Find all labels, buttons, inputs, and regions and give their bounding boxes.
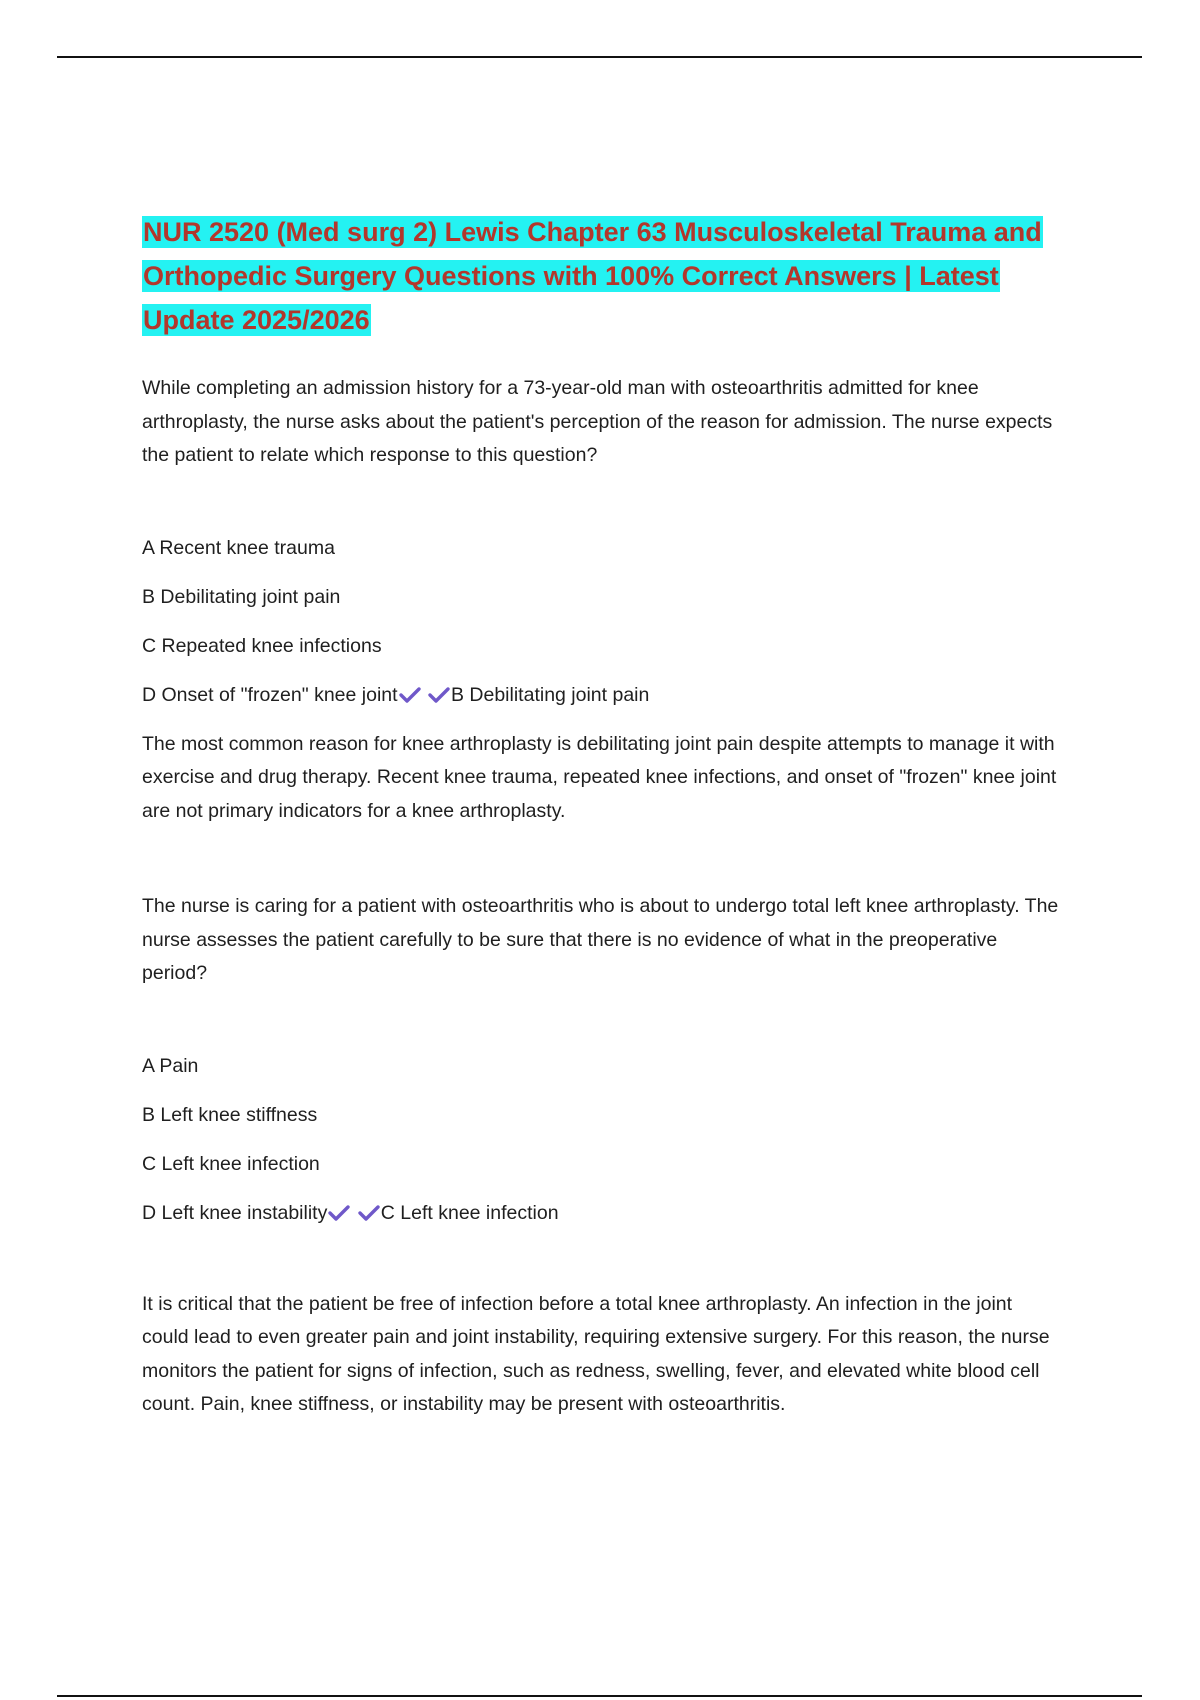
option-c: C Repeated knee infections (142, 634, 382, 657)
correct-answer: C Left knee infection (380, 1201, 559, 1224)
option-d-with-answer (142, 1200, 1062, 1226)
checkmark-icon (398, 686, 422, 704)
document-body (142, 210, 1062, 1422)
document-title: NUR 2520 (Med surg 2) Lewis Chapter 63 Musculoskeletal Trauma and Orthopedic Surgery Questions with 100% Correct Answers | Latest Update 2025/2026 (143, 217, 1042, 335)
top-rule (57, 56, 1142, 58)
question-1-text: While completing an admission history for a 73-year-old man with osteoarthritis admitted for knee arthroplasty, the nurse asks about the patient's perception of the reason for admission. The nurse expects the patient to relate which response to this question? (142, 377, 1053, 466)
option-d: D Left knee instability (142, 1201, 328, 1224)
checkmark-icon (427, 686, 451, 704)
correct-answer: B Debilitating joint pain (450, 683, 650, 706)
option-d: D Onset of "frozen" knee joint (142, 683, 398, 706)
question-2-text: The nurse is caring for a patient with osteoarthritis who is about to undergo total left knee arthroplasty. The nurse assesses the patient carefully to be sure that there is no evidence of what in the preoperative period? (142, 895, 1059, 984)
option-b: B Left knee stiffness (142, 1103, 318, 1126)
option-b: B Debilitating joint pain (142, 585, 341, 608)
question-2-options (142, 1053, 1062, 1226)
question-1-rationale: The most common reason for knee arthroplasty is debilitating joint pain despite attempts to manage it with exercise and drug therapy. Recent knee trauma, repeated knee infections, and onset of "frozen" knee joint are not primary indicators for a knee arthroplasty. (142, 732, 1057, 822)
question-1-options (142, 535, 1062, 708)
option-d-with-answer (142, 682, 1062, 708)
checkmark-icon (327, 1204, 351, 1222)
option-a: A Pain (142, 1054, 199, 1077)
option-a: A Recent knee trauma (142, 536, 335, 559)
question-2-rationale: It is critical that the patient be free of infection before a total knee arthroplasty. An infection in the joint could lead to even greater pain and joint instability, requiring extensive surgery. For this reason, the nurse monitors the patient for signs of infection, such as redness, swelling, fever, and elevated white blood cell count. Pain, knee stiffness, or instability may be present with osteoarthritis. (142, 1292, 1050, 1415)
checkmark-icon (357, 1204, 381, 1222)
bottom-rule (57, 1695, 1142, 1697)
option-c: C Left knee infection (142, 1152, 320, 1175)
